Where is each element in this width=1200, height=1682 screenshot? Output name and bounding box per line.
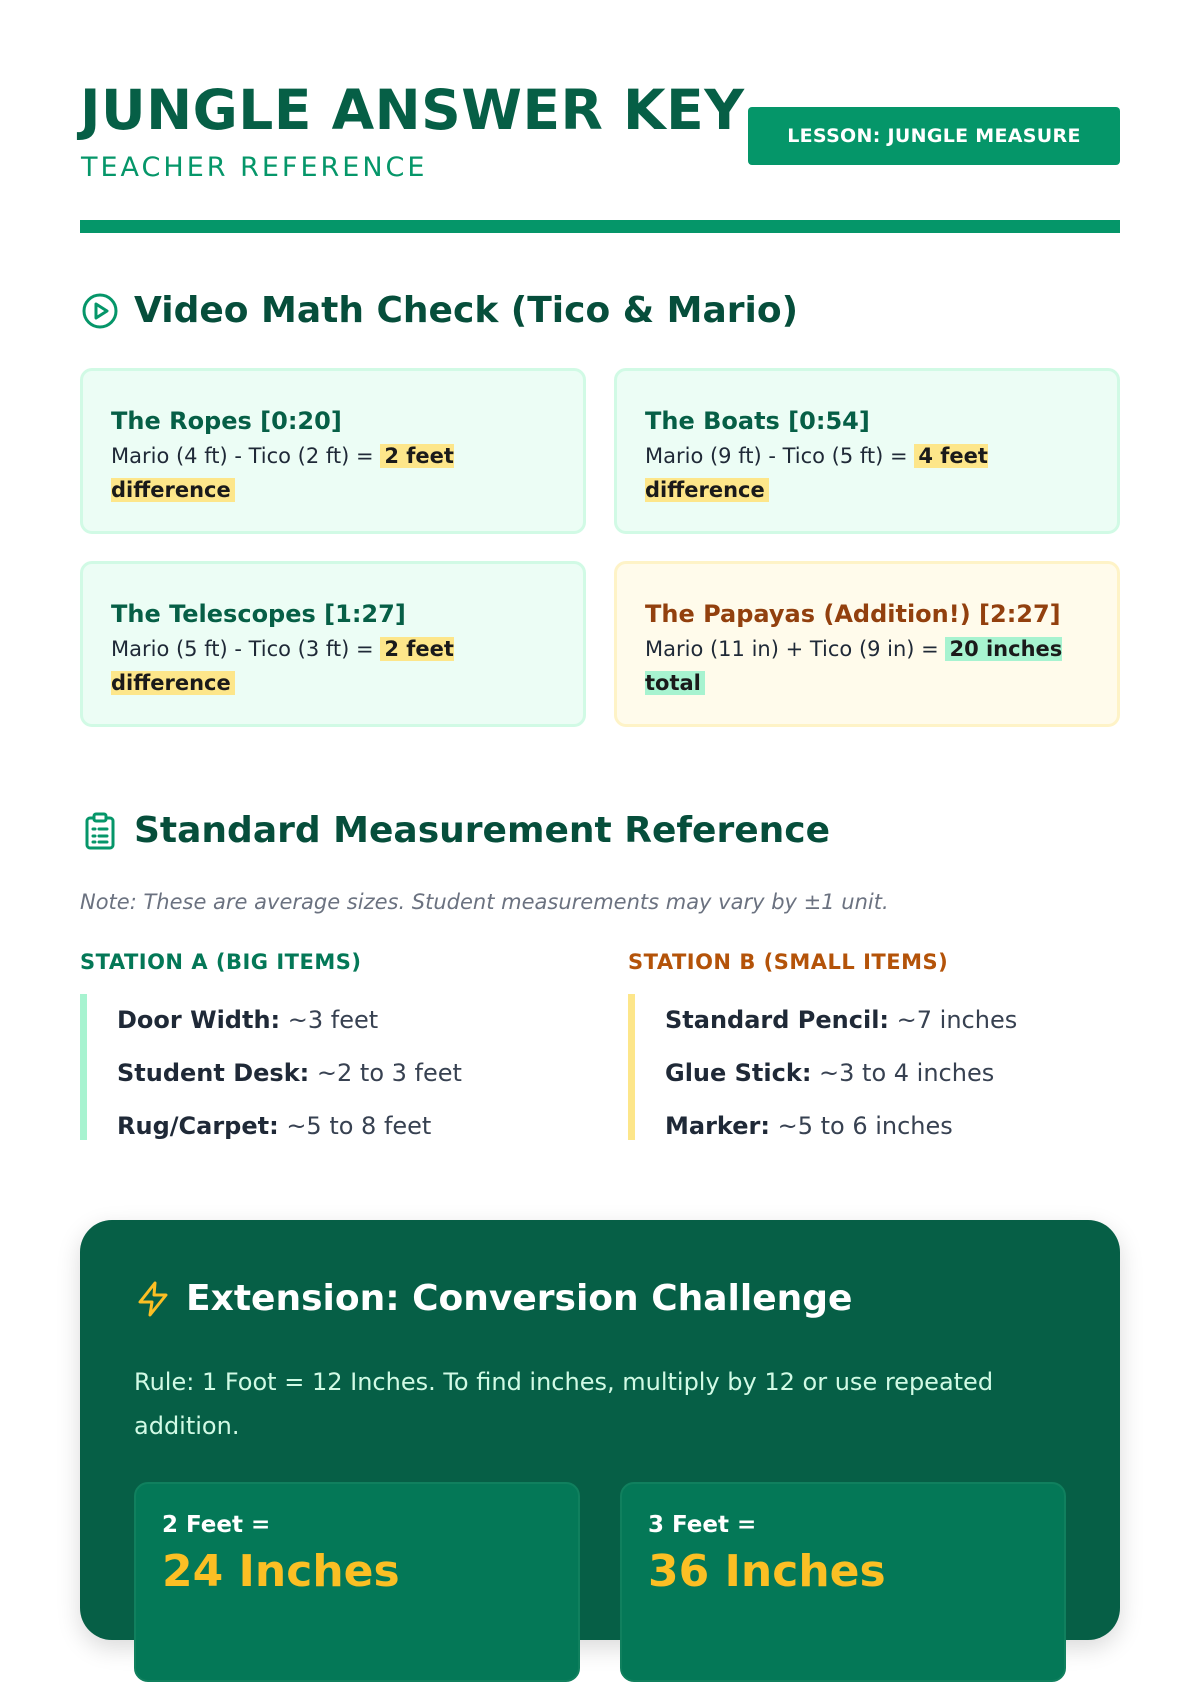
- item-name: Student Desk:: [117, 1059, 310, 1087]
- equation-text: Mario (5 ft) - Tico (3 ft) =: [111, 637, 381, 661]
- item-name: Standard Pencil:: [665, 1006, 890, 1034]
- card-title: The Boats [0:54]: [645, 407, 870, 435]
- station-b-list: [628, 994, 1078, 1140]
- lesson-badge: LESSON: JUNGLE MEASURE: [748, 107, 1120, 165]
- list-item: [665, 994, 1078, 1047]
- video-check-card: [80, 368, 586, 534]
- item-name: Glue Stick:: [665, 1059, 812, 1087]
- item-name: Rug/Carpet:: [117, 1112, 279, 1140]
- video-check-card: [80, 561, 586, 727]
- list-item: [117, 994, 530, 1047]
- reference-note: Note: These are average sizes. Student measurements may vary by ±1 unit.: [80, 890, 889, 914]
- list-item: [665, 1100, 1078, 1153]
- card-title: The Ropes [0:20]: [111, 407, 342, 435]
- item-value: ~7 inches: [889, 1006, 1018, 1034]
- video-check-card-addition: [614, 561, 1120, 727]
- conversion-answer: 24 Inches: [162, 1546, 400, 1597]
- item-value: ~2 to 3 feet: [309, 1059, 462, 1087]
- item-value: ~5 to 6 inches: [769, 1112, 953, 1140]
- answer-highlight: 20 inches total: [645, 637, 1063, 695]
- list-item: [665, 1047, 1078, 1100]
- item-name: Marker:: [665, 1112, 770, 1140]
- extension-title: Extension: Conversion Challenge: [186, 1278, 853, 1319]
- video-section-title: Video Math Check (Tico & Mario): [134, 290, 799, 331]
- station-a-label: STATION A (BIG ITEMS): [80, 950, 362, 974]
- lightning-bolt-icon: [134, 1280, 172, 1318]
- video-check-card: [614, 368, 1120, 534]
- page-title: JUNGLE ANSWER KEY: [80, 78, 745, 142]
- card-equation: [111, 439, 555, 507]
- list-item: [117, 1100, 530, 1153]
- item-value: ~5 to 8 feet: [278, 1112, 432, 1140]
- item-value: ~3 feet: [280, 1006, 379, 1034]
- page-subtitle: TEACHER REFERENCE: [81, 152, 428, 183]
- page-header: [80, 78, 1120, 238]
- card-equation: [645, 632, 1089, 700]
- station-a-list: [80, 994, 530, 1140]
- card-title: The Papayas (Addition!) [2:27]: [645, 600, 1061, 628]
- card-equation: [645, 439, 1089, 507]
- clipboard-list-icon: [80, 811, 120, 851]
- play-circle-icon: [80, 291, 120, 331]
- station-b-label: STATION B (SMALL ITEMS): [628, 950, 949, 974]
- item-value: ~3 to 4 inches: [811, 1059, 995, 1087]
- list-item: [117, 1047, 530, 1100]
- conversion-label: 3 Feet =: [648, 1512, 757, 1538]
- equation-text: Mario (4 ft) - Tico (2 ft) =: [111, 444, 381, 468]
- item-name: Door Width:: [117, 1006, 281, 1034]
- conversion-answer: 36 Inches: [648, 1546, 886, 1597]
- reference-section-title: Standard Measurement Reference: [134, 810, 831, 851]
- card-title: The Telescopes [1:27]: [111, 600, 406, 628]
- equation-text: Mario (9 ft) - Tico (5 ft) =: [645, 444, 915, 468]
- conversion-label: 2 Feet =: [162, 1512, 271, 1538]
- conversion-card: [620, 1482, 1066, 1682]
- answer-highlight: 2 feet difference: [111, 444, 454, 502]
- answer-highlight: 2 feet difference: [111, 637, 454, 695]
- answer-highlight: 4 feet difference: [645, 444, 988, 502]
- header-divider: [80, 220, 1120, 233]
- reference-section-heading: [80, 810, 830, 851]
- extension-panel: [80, 1220, 1120, 1640]
- card-equation: [111, 632, 555, 700]
- conversion-card: [134, 1482, 580, 1682]
- extension-heading: [134, 1278, 852, 1319]
- conversion-rule: Rule: 1 Foot = 12 Inches. To find inches, multiply by 12 or use repeated addition.: [134, 1368, 994, 1440]
- video-section-heading: [80, 290, 798, 331]
- equation-text: Mario (11 in) + Tico (9 in) =: [645, 637, 946, 661]
